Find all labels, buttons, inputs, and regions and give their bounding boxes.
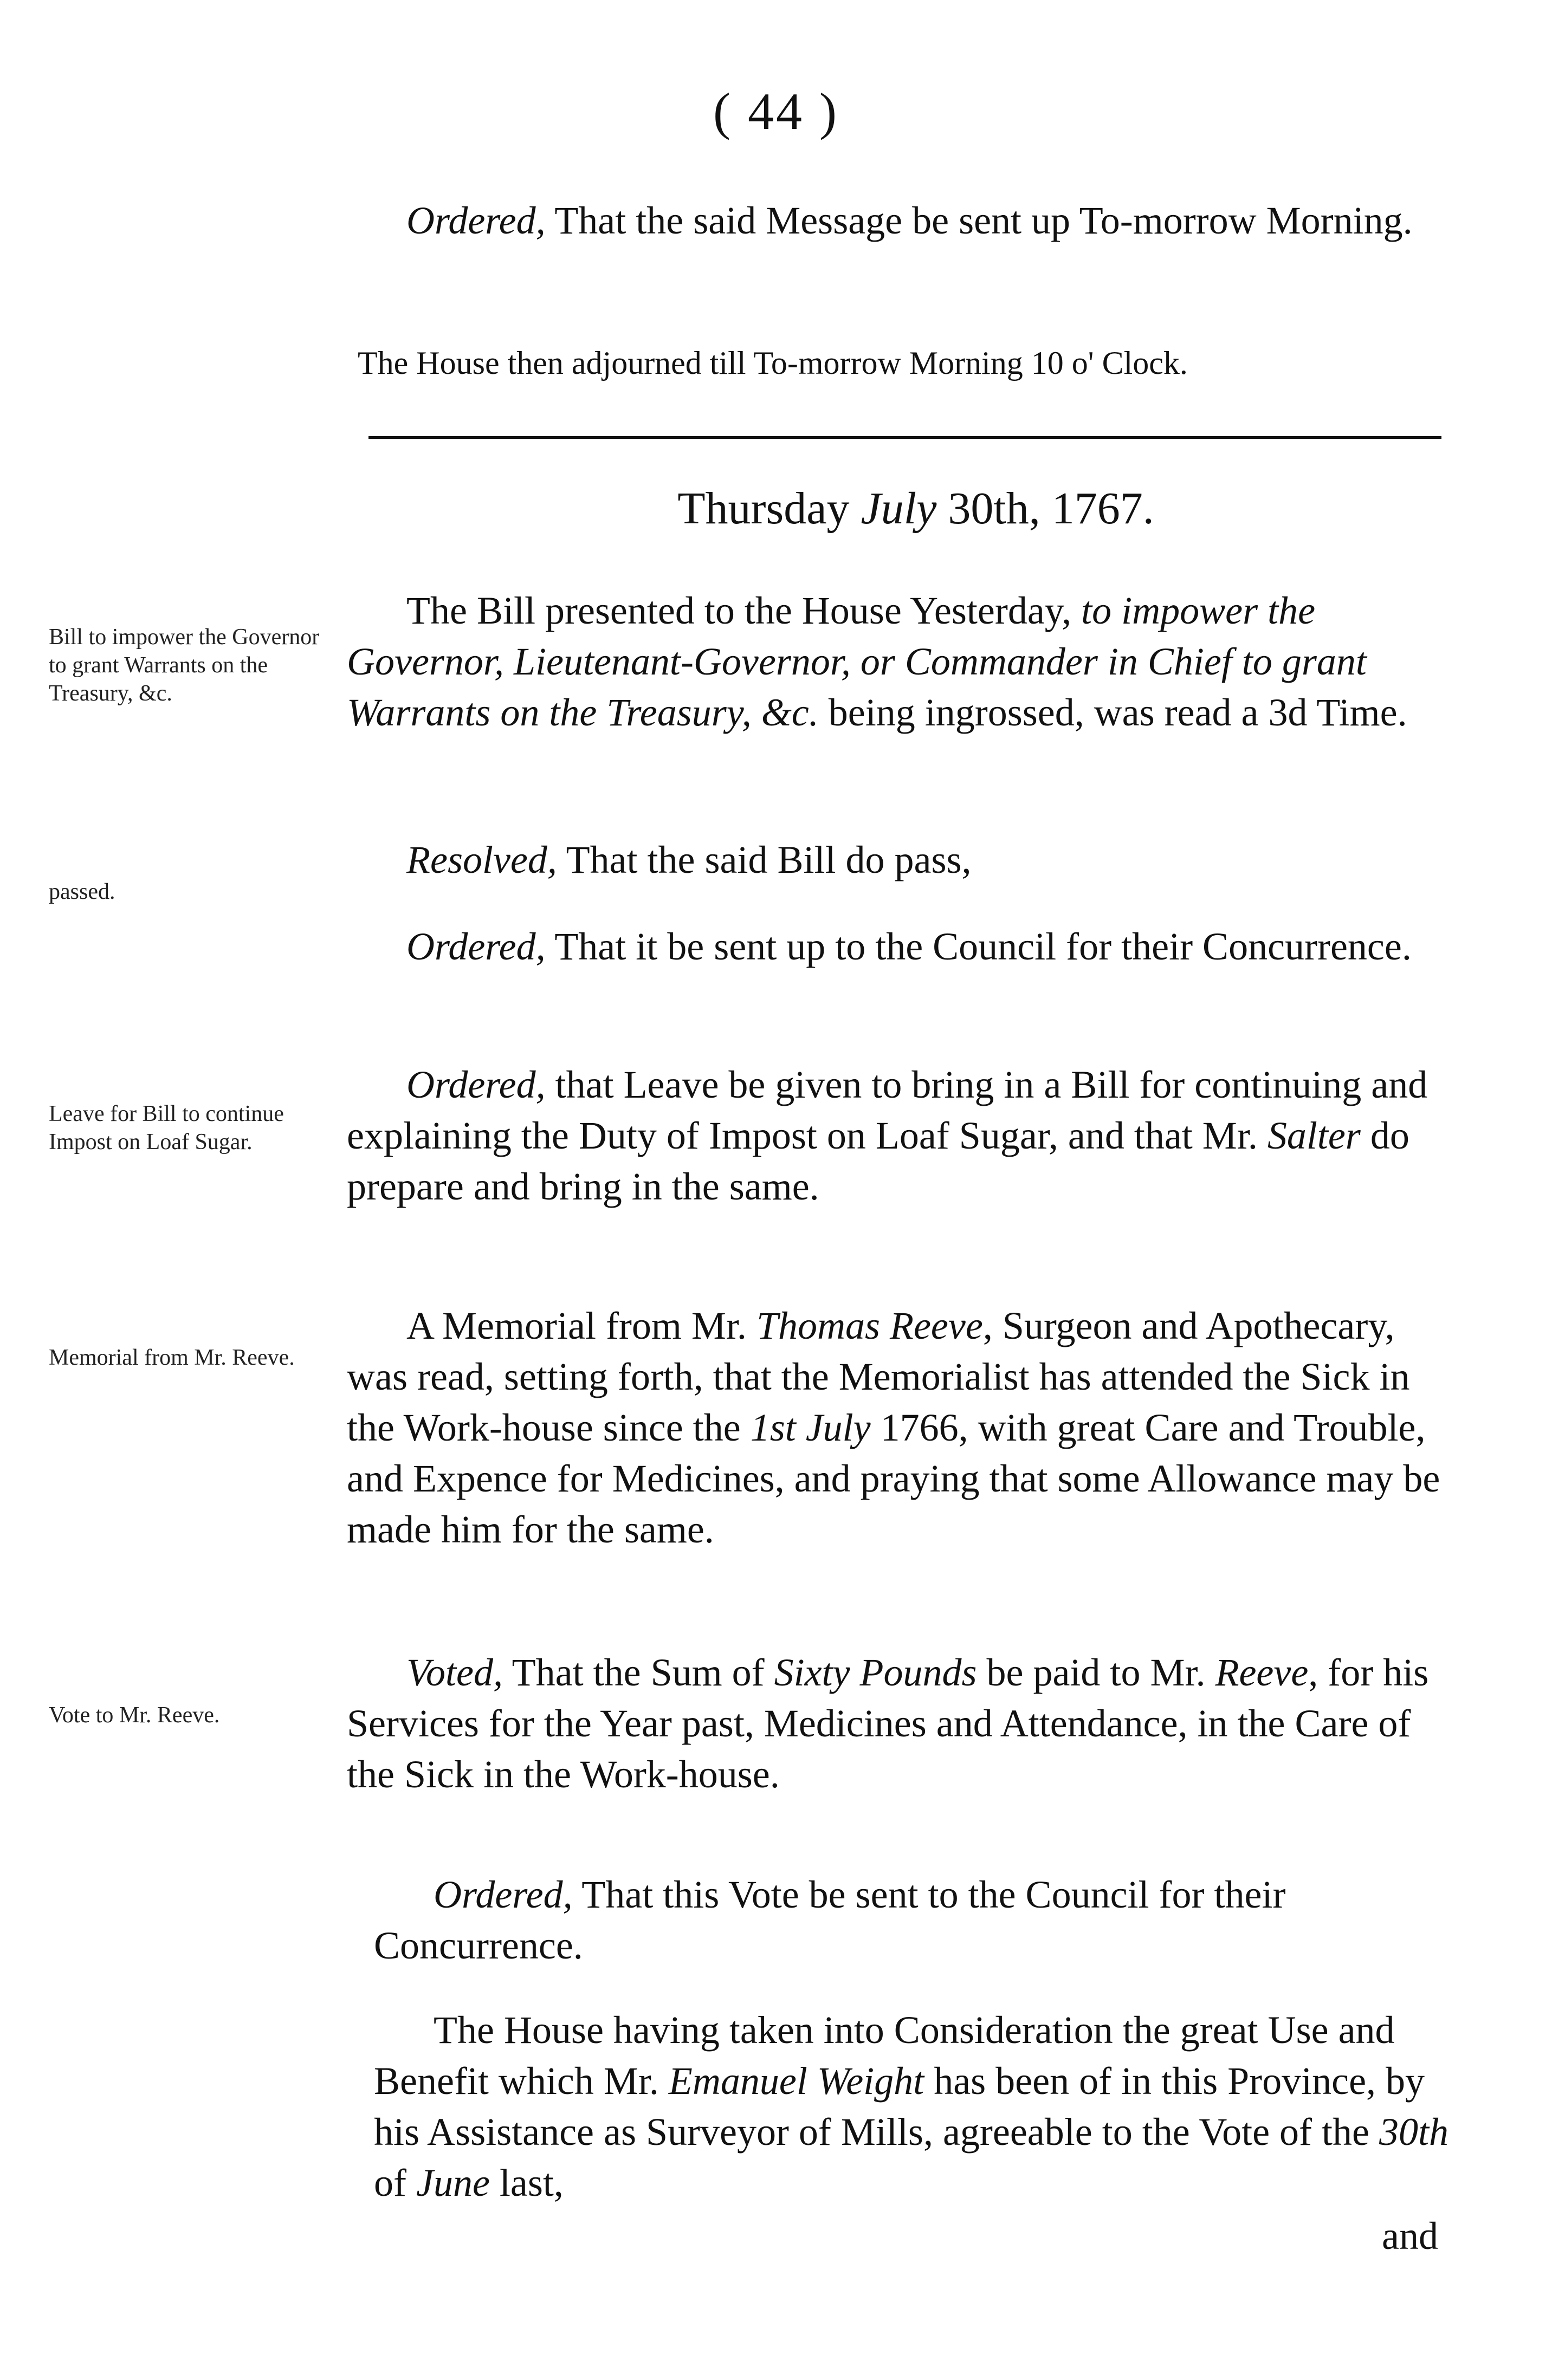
catchword: and	[1382, 2214, 1438, 2258]
bill-paragraph: The Bill presented to the House Yesterday, to impower the Governor, Lieutenant-Governor, or Commander in Chief to grant Warrants on the Treasury, &c. being ingrossed, was read a 3d Time.	[347, 589, 1407, 734]
weight-paragraph: The House having taken into Consideration the great Use and Benefit which Mr. Emanuel Weight has been of in this Province, by his Assistance as Surveyor of Mills, agreeable to the Vote of the 30th of June last,	[374, 2008, 1448, 2204]
vote-paragraph: Voted, That the Sum of Sixty Pounds be paid to Mr. Reeve, for his Services for the Year past, Medicines and Attendance, in the Care of the Sick in the Work-house.	[347, 1651, 1429, 1796]
page-number: ( 44 )	[713, 82, 839, 140]
adjournment-line: The House then adjourned till To-morrow Morning 10 o' Clock.	[358, 345, 1188, 381]
margin-note-memorial: Memorial from Mr. Reeve.	[49, 1345, 295, 1370]
order-message-paragraph: Ordered, That the said Message be sent up To-morrow Morning.	[406, 199, 1413, 242]
leave-paragraph: Ordered, that Leave be given to bring in a Bill for continuing and explaining the Duty of Impost on Loaf Sugar, and that Mr. Salter do prepare and bring in the same.	[347, 1063, 1428, 1208]
ordered-word: Ordered,	[406, 199, 546, 242]
margin-note-bill: Bill to impower the Governor to grant Warrants on the Treasury, &c.	[49, 625, 320, 706]
memorial-paragraph: A Memorial from Mr. Thomas Reeve, Surgeon and Apothecary, was read, setting forth, that the Memorialist has attended the Sick in the Work-house since the 1st July 1766, with great Care and Trouble, and Expence for Medicines, and praying that some Allowance may be made him for the same.	[347, 1304, 1440, 1551]
margin-note-vote: Vote to Mr. Reeve.	[49, 1703, 220, 1728]
resolved-paragraph: Resolved, That the said Bill do pass,	[406, 838, 972, 881]
margin-note-passed: passed.	[49, 879, 115, 904]
concurrence-paragraph: Ordered, That it be sent up to the Council for their Concurrence.	[406, 925, 1412, 968]
date-heading: Thursday July 30th, 1767.	[677, 483, 1154, 534]
vote-concurrence-paragraph: Ordered, That this Vote be sent to the Council for their Concurrence.	[374, 1873, 1286, 1967]
margin-note-leave: Leave for Bill to continue Impost on Loaf Sugar.	[49, 1101, 284, 1155]
section-divider	[368, 436, 1441, 439]
